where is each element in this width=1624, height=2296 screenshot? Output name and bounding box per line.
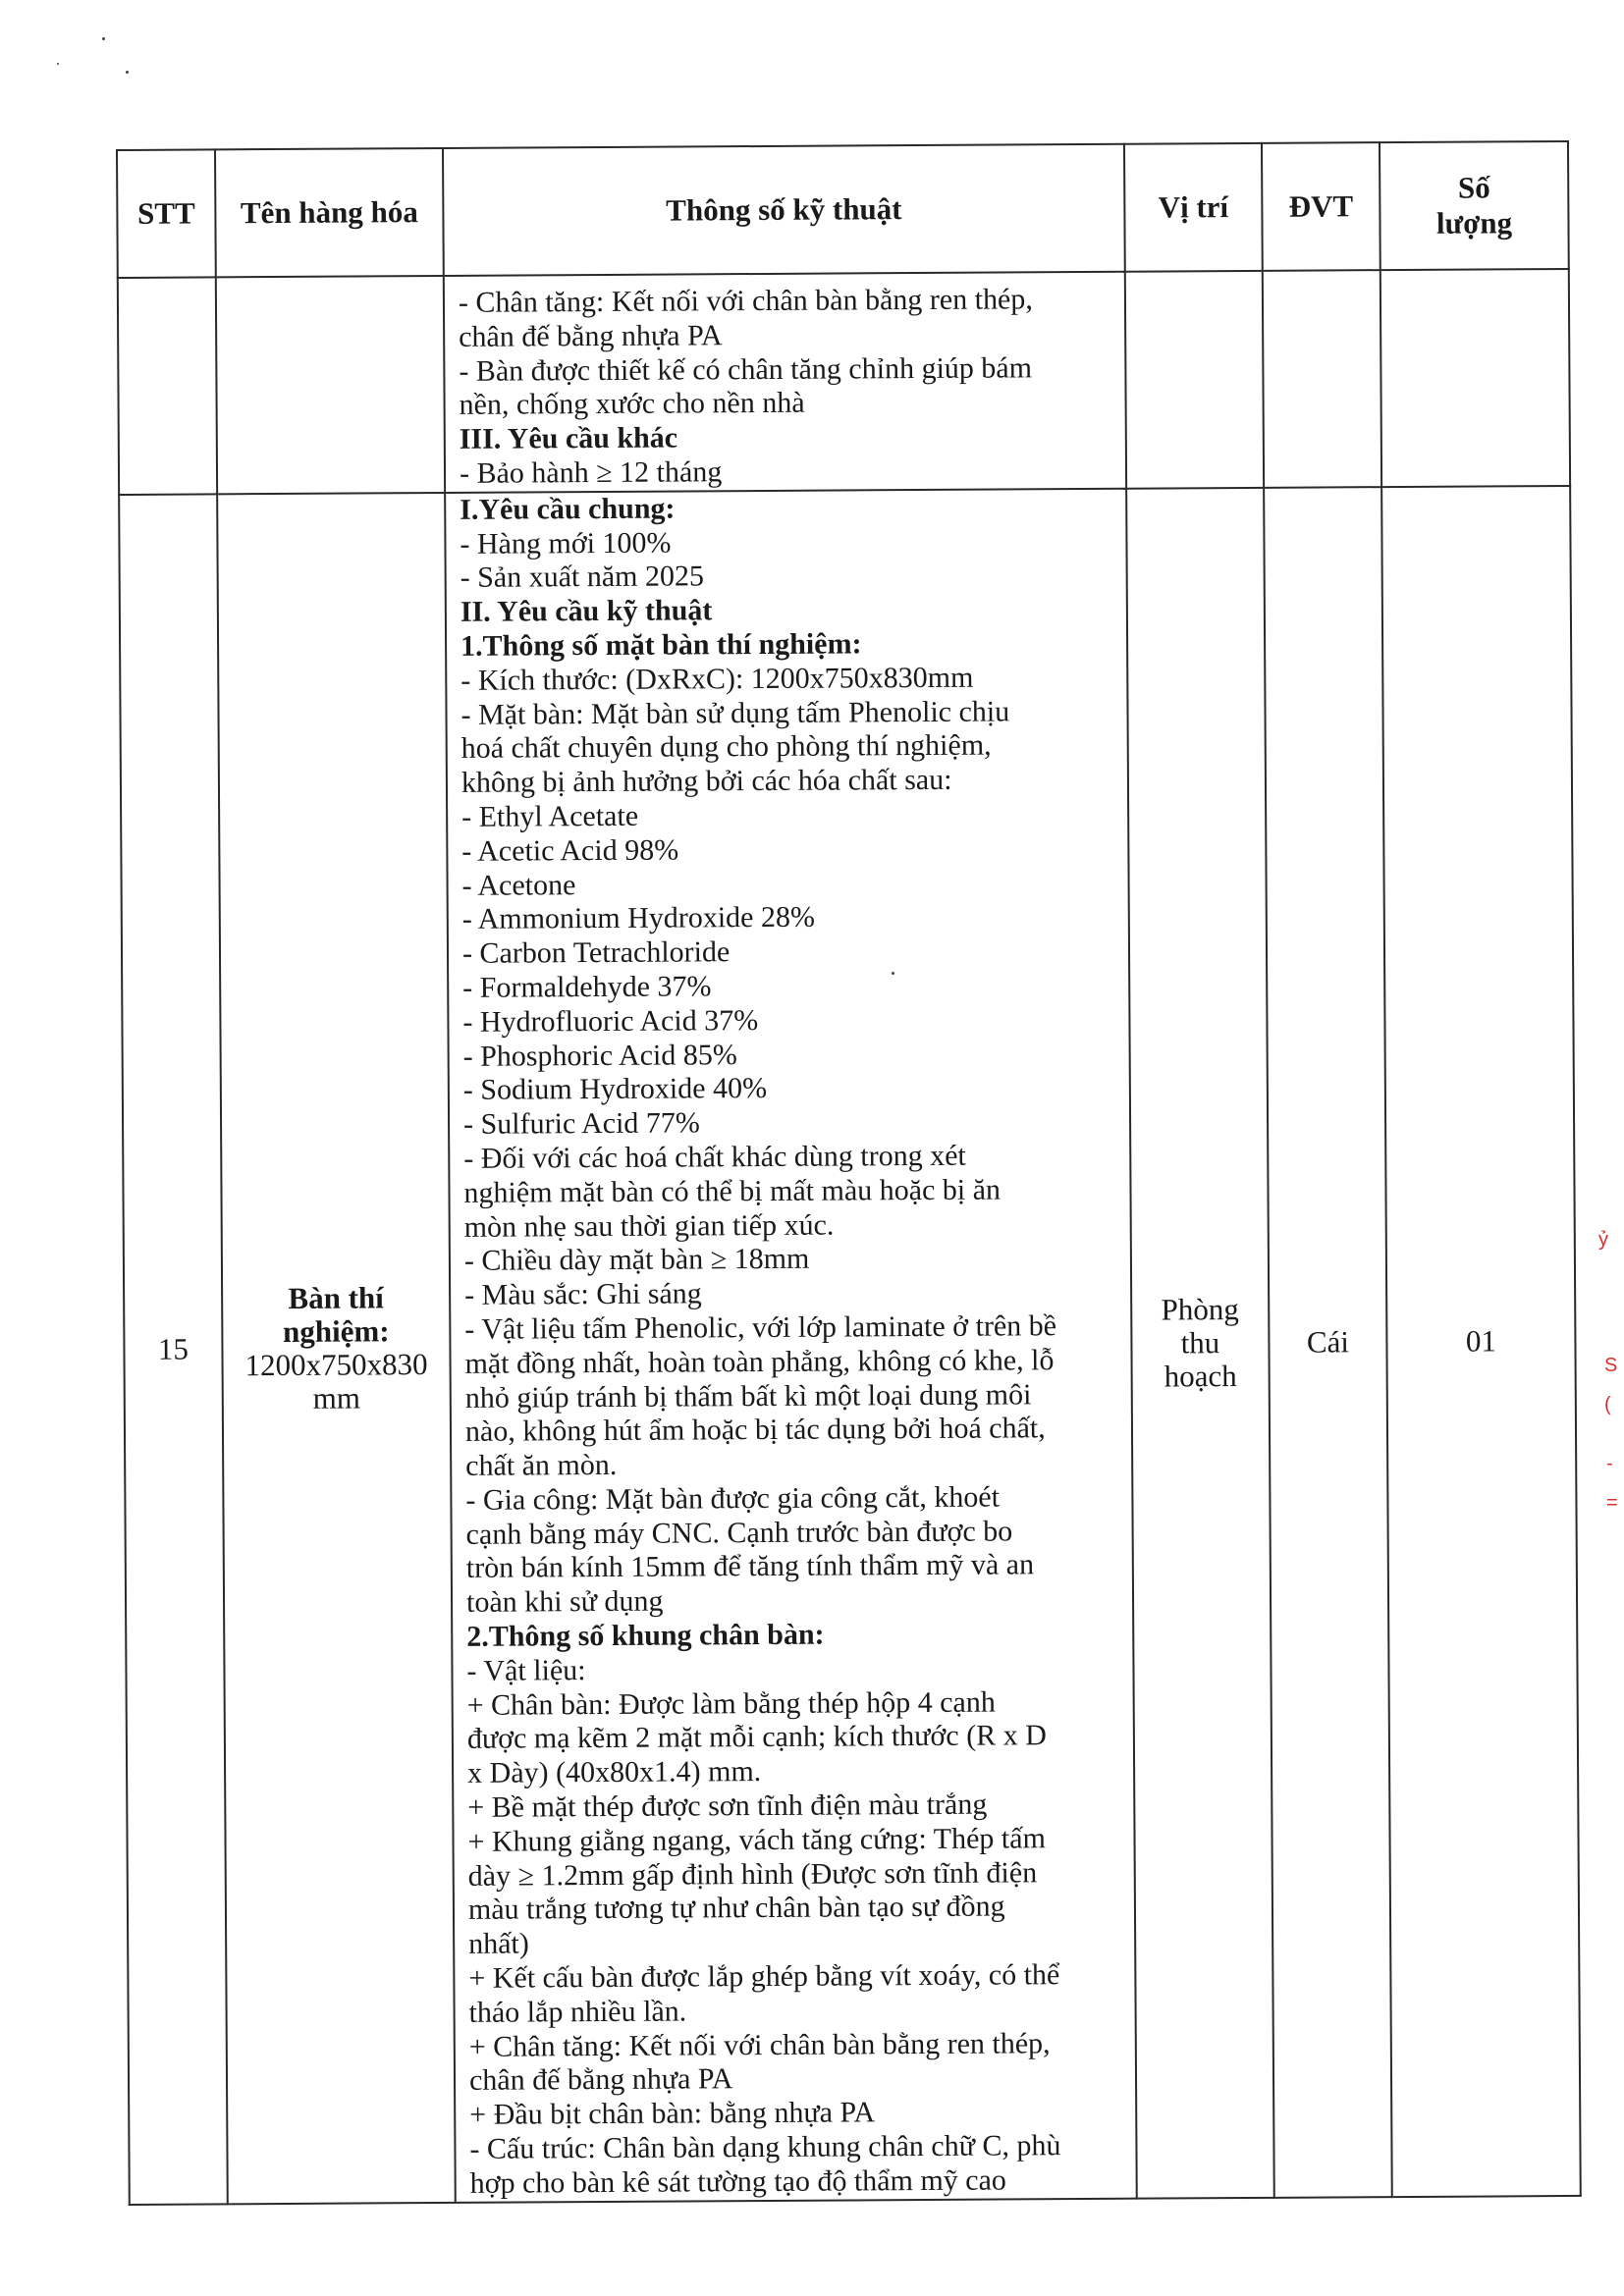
spec-line: tròn bán kính 15mm để tăng tính thẩm mỹ và an: [465, 1548, 1035, 1585]
spec-line: hợp cho bàn kê sát tường tạo độ thẩm mỹ cao: [469, 2163, 1006, 2200]
cell-stt: [118, 277, 217, 494]
spec-line: cạnh bằng máy CNC. Cạnh trước bàn được bo: [465, 1515, 1013, 1551]
spec-line: - Hydrofluoric Acid 37%: [462, 1003, 759, 1039]
spec-line: - Cấu trúc: Chân bàn dạng khung chân chữ C, phù: [469, 2129, 1061, 2165]
table-row-continuation: [118, 269, 1570, 495]
item-name-line4: mm: [312, 1380, 360, 1415]
spec-line: - Đối với các hoá chất khác dùng trong xét: [463, 1139, 966, 1175]
table-header-row: [117, 141, 1569, 278]
location-line1: Phòng: [1161, 1291, 1239, 1327]
cell-quantity: 01: [1381, 486, 1581, 2197]
spec-line: II. Yêu cầu kỹ thuật: [460, 594, 713, 629]
header-stt: STT: [117, 149, 216, 278]
spec-line: 2.Thông số khung chân bàn:: [466, 1618, 825, 1653]
spec-line: tháo lắp nhiều lần.: [468, 1995, 687, 2029]
spec-line: - Chiều dày mặt bàn ≥ 18mm: [463, 1243, 810, 1278]
spec-line: - Gia công: Mặt bàn được gia công cắt, khoét: [465, 1480, 1001, 1517]
header-quantity-line1: Số: [1457, 170, 1490, 205]
cell-location: [1125, 271, 1264, 489]
scan-speck: [57, 63, 59, 65]
spec-line: dày ≥ 1.2mm gấp định hình (Được sơn tĩnh điện: [467, 1855, 1038, 1893]
spec-line: - Bàn được thiết kế có chân tăng chỉnh giúp bám: [459, 350, 1033, 388]
item-name-line1: Bàn thí: [288, 1280, 384, 1315]
spec-line: - Ethyl Acetate: [461, 799, 639, 833]
cell-specifications: [444, 272, 1126, 493]
spec-line: - Sodium Hydroxide 40%: [462, 1072, 768, 1107]
spec-line: - Hàng mới 100%: [460, 526, 672, 561]
cell-unit: Cái: [1264, 487, 1392, 2198]
spec-line: x Dày) (40x80x1.4) mm.: [467, 1755, 762, 1790]
spec-line: - Bảo hành ≥ 12 tháng: [459, 455, 723, 490]
spec-line: I.Yêu cầu chung:: [460, 492, 676, 526]
header-item-name: Tên hàng hóa: [215, 148, 444, 277]
cell-location: [1126, 488, 1274, 2199]
header-specifications: Thông số kỹ thuật: [443, 144, 1125, 276]
spec-line: nào, không hút ẩm hoặc bị tác dụng bởi hoá chất,: [464, 1412, 1046, 1449]
spec-line: màu trắng tương tự như chân bàn tạo sự đồng: [467, 1890, 1005, 1927]
spec-line: mòn nhẹ sau thời gian tiếp xúc.: [463, 1208, 835, 1244]
spec-line: - Chân tăng: Kết nối với chân bàn bằng ren thép,: [458, 283, 1033, 319]
spec-line: III. Yêu cầu khác: [459, 421, 678, 456]
scan-speck: [126, 71, 129, 74]
header-quantity: [1380, 141, 1569, 270]
stamp-edge-mark: ỷ: [1598, 1229, 1608, 1251]
spec-line: - Acetic Acid 98%: [461, 833, 679, 868]
stamp-edge-mark: =: [1606, 1492, 1618, 1514]
spec-line: - Kích thước: (DxRxC): 1200x750x830mm: [460, 661, 974, 697]
spec-line: nghiệm mặt bàn có thể bị mất màu hoặc bị ăn: [463, 1173, 1001, 1209]
spec-line: - Formaldehyde 37%: [462, 970, 712, 1004]
specifications-table: [116, 140, 1582, 2206]
spec-line: mặt đồng nhất, hoàn toàn phẳng, không có khe, lỗ: [464, 1343, 1055, 1380]
spec-line: toàn khi sử dụng: [465, 1584, 664, 1620]
cell-unit: [1263, 270, 1381, 488]
spec-line: - Vật liệu:: [466, 1653, 586, 1687]
spec-line: + Chân bàn: Được làm bằng thép hộp 4 cạnh: [466, 1685, 996, 1722]
stamp-edge-mark: (: [1604, 1394, 1611, 1415]
spec-line: hoá chất chuyên dụng cho phòng thí nghiệm,: [460, 728, 992, 766]
item-name-line3: 1200x750x830: [244, 1346, 428, 1382]
spec-line: - Mặt bàn: Mặt bàn sử dụng tấm Phenolic chịu: [460, 695, 1010, 731]
cell-quantity: [1380, 269, 1570, 487]
spec-line: chân đế bằng nhựa PA: [468, 2062, 733, 2098]
spec-line: nhỏ giúp tránh bị thấm bất kì một loại dung môi: [464, 1377, 1032, 1415]
header-unit: ĐVT: [1262, 142, 1380, 271]
spec-line: chân đế bằng nhựa PA: [459, 319, 723, 353]
stamp-edge-mark: S: [1604, 1355, 1618, 1376]
spec-line: + Bề mặt thép được sơn tĩnh điện màu trắng: [467, 1788, 988, 1824]
spec-line: - Carbon Tetrachloride: [461, 935, 731, 970]
location-line2: thu: [1180, 1324, 1220, 1361]
stamp-edge-mark: -: [1606, 1453, 1613, 1474]
header-location: Vị trí: [1124, 143, 1263, 272]
spec-line: - Ammonium Hydroxide 28%: [461, 901, 816, 936]
spec-line: - Sản xuất năm 2025: [460, 560, 705, 595]
spec-line: - Phosphoric Acid 85%: [462, 1038, 737, 1073]
spec-line: 1.Thông số mặt bàn thí nghiệm:: [460, 627, 862, 663]
spec-line: - Acetone: [461, 868, 576, 902]
location-line3: hoạch: [1164, 1358, 1237, 1394]
spec-line: nền, chống xước cho nền nhà: [459, 387, 805, 422]
header-quantity-line2: lượng: [1435, 205, 1513, 240]
spec-line: không bị ảnh hưởng bởi các hóa chất sau:: [460, 763, 952, 800]
cell-specifications: [445, 489, 1137, 2203]
spec-line: nhất): [468, 1927, 529, 1961]
spec-line: được mạ kẽm 2 mặt mỗi cạnh; kích thước (R x D: [466, 1719, 1047, 1756]
cell-item-name: [217, 493, 456, 2204]
spec-line: + Kết cấu bàn được lắp ghép bằng vít xoáy, có thể: [468, 1958, 1060, 1995]
spec-line: + Chân tăng: Kết nối với chân bàn bằng ren thép,: [468, 2026, 1051, 2063]
spec-line: - Vật liệu tấm Phenolic, với lớp laminate ở trên bề: [464, 1309, 1057, 1346]
spec-line: + Khung giằng ngang, vách tăng cứng: Thép tấm: [467, 1822, 1046, 1858]
cell-item-name: [216, 276, 445, 494]
spec-line: + Đầu bịt chân bàn: bằng nhựa PA: [469, 2096, 876, 2132]
table-row-item-15: [119, 486, 1581, 2205]
item-name-line2: nghiệm:: [283, 1313, 390, 1349]
spec-line: - Sulfuric Acid 77%: [462, 1106, 700, 1141]
spec-line: chất ăn mòn.: [465, 1449, 618, 1482]
spec-line: - Màu sắc: Ghi sáng: [464, 1277, 702, 1311]
scan-speck: [102, 37, 105, 40]
cell-stt: 15: [119, 494, 228, 2204]
